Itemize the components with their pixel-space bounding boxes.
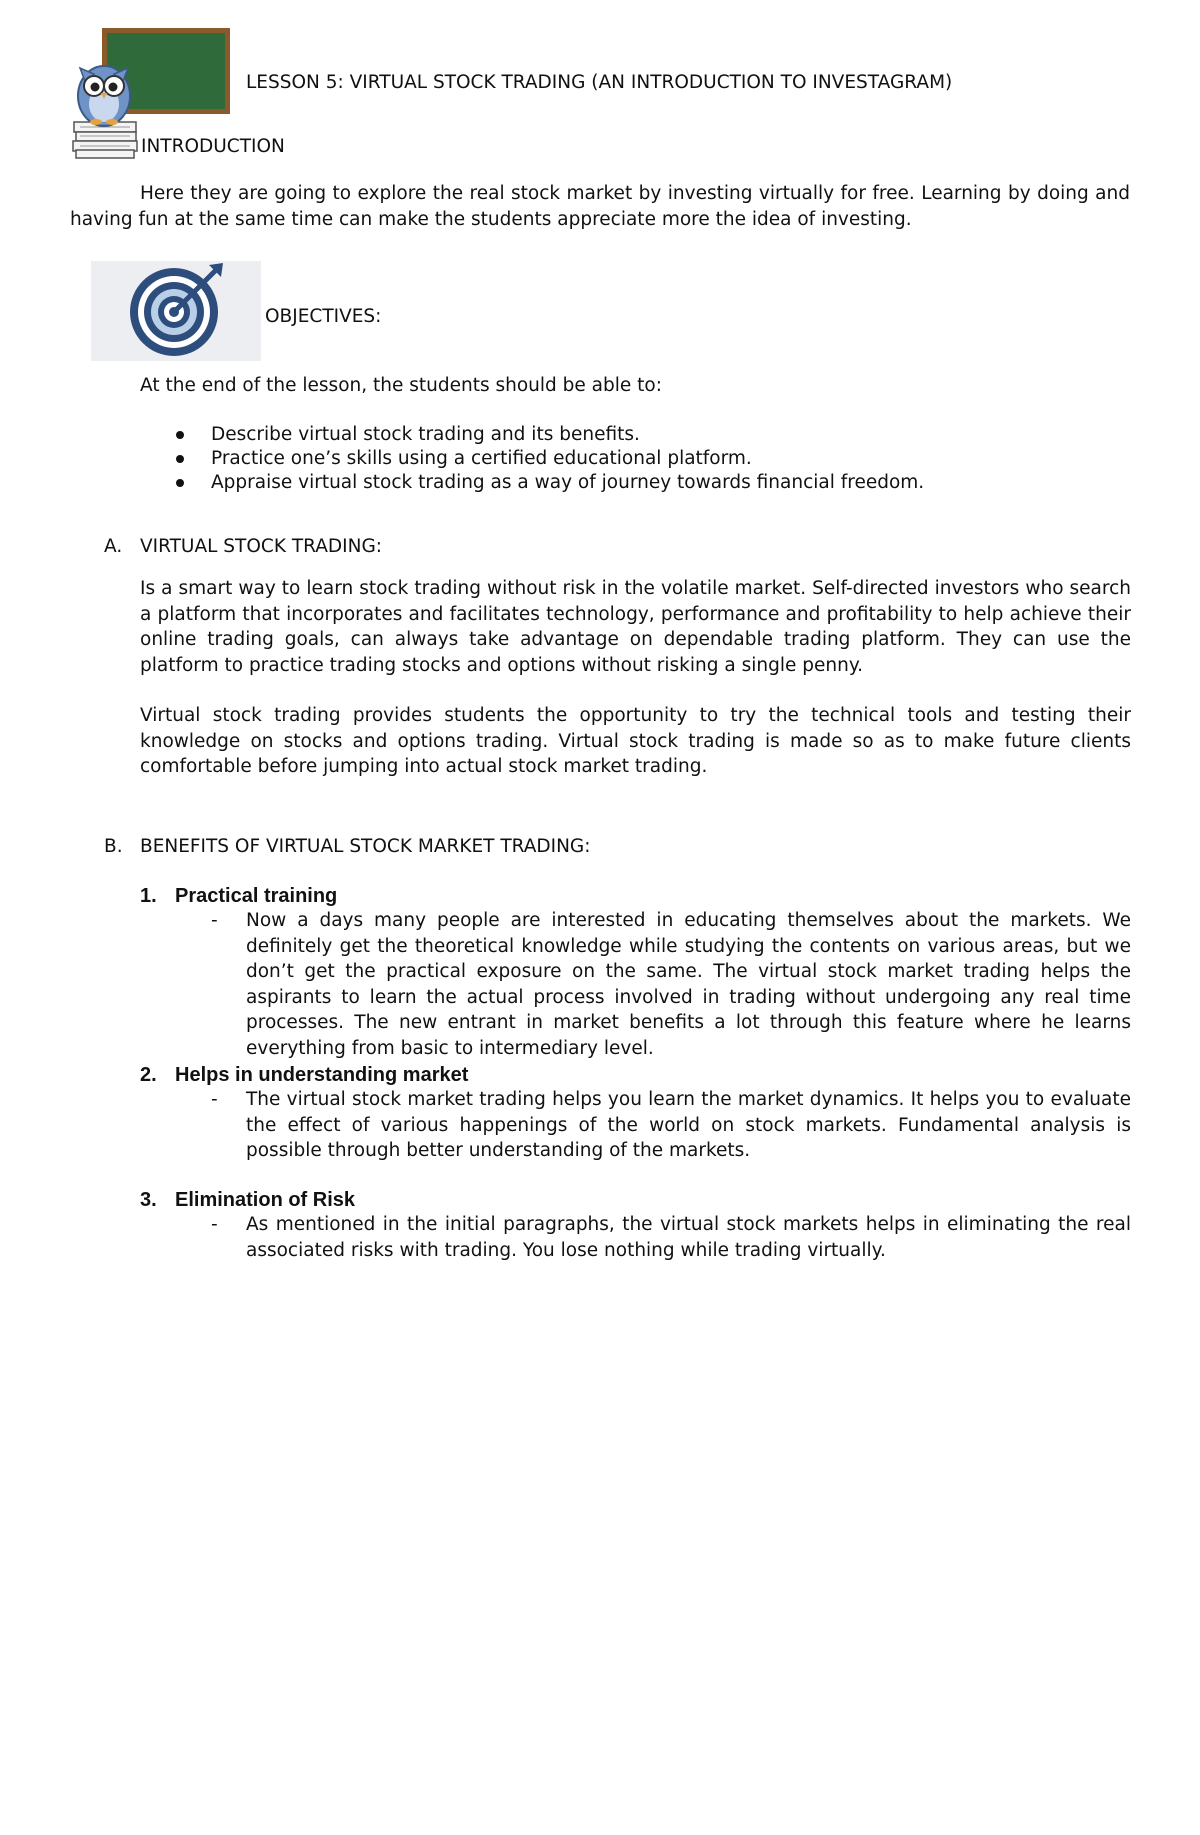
benefit-number: 3. xyxy=(140,1189,157,1211)
section-b-heading: BENEFITS OF VIRTUAL STOCK MARKET TRADING: xyxy=(140,836,591,857)
section-a-paragraph: Is a smart way to learn stock trading without risk in the volatile market. Self-directed investors who search a platform that incorporates and facilitates technology, performance and profitability to help achieve their online trading goals, can always take advantage on dependable trading platform. They can use the platform to practice trading stocks and options without risking a single penny. xyxy=(140,578,1131,676)
bullet-icon xyxy=(176,431,184,439)
objective-item-text: Describe virtual stock trading and its benefits. xyxy=(211,424,640,445)
introduction-paragraph: Here they are going to explore the real stock market by investing virtually for free. Learning by doing and having fun at the same time can make the students appreciate more the idea of investing. xyxy=(70,183,1130,230)
introduction-heading: INTRODUCTION xyxy=(141,136,285,157)
objectives-lead: At the end of the lesson, the students should be able to: xyxy=(140,375,662,396)
objectives-target-illustration xyxy=(91,261,261,361)
section-a-heading: VIRTUAL STOCK TRADING: xyxy=(140,536,383,557)
bullet-icon xyxy=(176,455,184,463)
benefit-title: Helps in understanding market xyxy=(175,1064,469,1086)
benefit-title: Practical training xyxy=(175,885,338,907)
objective-item-text: Appraise virtual stock trading as a way of journey towards financial freedom. xyxy=(211,472,925,493)
benefit-text: Now a days many people are interested in educating themselves about the markets. We definitely get the theoretical knowledge while studying the contents on various areas, but we don’t get the practical exposure on the same. The virtual stock market trading helps the aspirants to learn the actual process involved in trading without undergoing any real time processes. The new entrant in market benefits a lot through this feature where he learns everything from basic to intermediary level. xyxy=(246,910,1131,1059)
lesson-title: LESSON 5: VIRTUAL STOCK TRADING (AN INTRODUCTION TO INVESTAGRAM) xyxy=(246,72,953,93)
objective-item-text: Practice one’s skills using a certified educational platform. xyxy=(211,448,752,469)
section-b-marker: B. xyxy=(104,836,123,857)
benefit-dash: - xyxy=(211,1214,218,1235)
benefit-number: 1. xyxy=(140,885,157,907)
target-icon xyxy=(91,261,261,361)
section-a-marker: A. xyxy=(104,536,123,557)
objective-item xyxy=(211,422,1131,448)
objective-item xyxy=(211,470,1131,496)
benefit-text: The virtual stock market trading helps you learn the market dynamics. It helps you to evaluate the effect of various happenings of the world on stock markets. Fundamental analysis is possible through better understanding of the markets. xyxy=(246,1089,1131,1161)
benefit-dash: - xyxy=(211,910,218,931)
section-a-paragraph: Virtual stock trading provides students the opportunity to try the technical tools and testing their knowledge on stocks and options trading. Virtual stock trading is made so as to make future clients comfortable before jumping into actual stock market trading. xyxy=(140,705,1131,777)
benefit-title: Elimination of Risk xyxy=(175,1189,356,1211)
objectives-heading: OBJECTIVES: xyxy=(265,306,382,327)
benefit-text: As mentioned in the initial paragraphs, the virtual stock markets helps in eliminating the real associated risks with trading. You lose nothing while trading virtually. xyxy=(246,1214,1131,1261)
benefit-dash: - xyxy=(211,1089,218,1110)
bullet-icon xyxy=(176,479,184,487)
benefit-number: 2. xyxy=(140,1064,157,1086)
objective-item xyxy=(211,446,1131,472)
